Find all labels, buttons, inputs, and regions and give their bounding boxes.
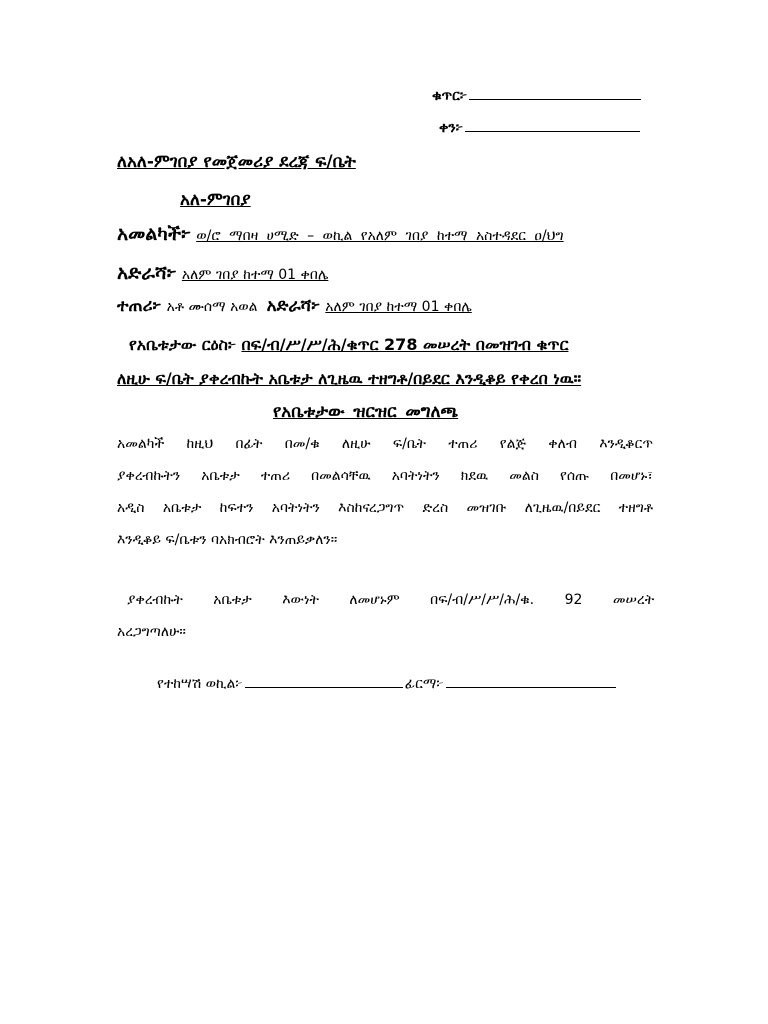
sign-blank — [446, 686, 616, 688]
address-label: አድራሻ፦ — [117, 262, 177, 284]
applicant-value: ወ/ሮ ማበዛ ሀሚድ – ወኪል የአለም ገበያ ከተማ አስተዳደር ዐ/ህግ — [196, 228, 564, 244]
details-p2-text2: አረጋግጣለሁ። — [117, 624, 186, 640]
number-blank — [469, 98, 641, 100]
details-p1-text2: ያቀረብኩትን አቤቱታ ተጠሪ በመልሳቸዉ አባትነትን ክደዉ መልስ የሰጡ በመሆኑ፣ — [117, 468, 653, 484]
court-name: ለአለ-ምገበያ የመጀመሪያ ደረጃ ፍ/ቤት — [117, 152, 356, 172]
respondent-line — [117, 296, 472, 316]
details-p2-text1: ያቀረብኩት አቤቱታ እውነት ለመሆኑም በፍ/ብ/ሥ/ሥ/ሕ/ቁ. 92 መሠረት — [127, 592, 655, 608]
address-line — [117, 262, 328, 285]
applicant-line — [117, 223, 564, 246]
details-p1-text4: እንዲቆይ ፍ/ቤቱን ባአክብሮት እንጠይቃለን። — [117, 532, 338, 548]
subject-text-1: በፍ/ብ/ሥ/ሥ/ሕ/ቁጥር 278 መሠረት በመዝገብ ቁጥር — [241, 335, 569, 354]
respondent-address-value: አለም ገበያ ከተማ 01 ቀበሌ — [325, 299, 472, 315]
applicant-label: አመልካች፦ — [117, 223, 192, 245]
agent-label: የተከሣሽ ወኪል፦ — [157, 676, 243, 692]
subject-line-1 — [129, 335, 568, 354]
date-label: ቀን፦ — [439, 120, 464, 136]
respondent-address-label: አድራሻ፦ — [266, 296, 321, 316]
details-p2-line2 — [117, 624, 653, 641]
number-label: ቁጥር፦ — [432, 88, 468, 104]
details-p1-line3 — [117, 500, 653, 517]
details-p1-text3: አዲስ አቤቱታ ከፍተን አባትነትን እስከናረጋግጥ ድረስ መዝገቡ ለጊዜዉ/በይደር ተዘግቶ — [117, 500, 653, 516]
address-value: አለም ገበያ ከተማ 01 ቀበሌ — [181, 267, 329, 283]
signature-line — [157, 676, 616, 693]
details-p2-line1 — [127, 592, 653, 609]
details-p1-line2 — [117, 468, 653, 485]
date-line — [439, 120, 640, 137]
sign-label: ፊርማ፦ — [404, 676, 444, 692]
date-blank — [465, 130, 640, 132]
subject-text-2: ለዚሁ ፍ/ቤት ያቀረብኩት አቤቱታ ለጊዜዉ ተዘግቶ/በይደር እንዲቆይ የቀረበ ነዉ። — [117, 369, 582, 388]
court-location: አለ-ምገበያ — [180, 190, 251, 210]
details-p1-line4 — [117, 532, 653, 549]
subject-label: የአቤቱታው ርዕስ፦ — [129, 335, 237, 354]
details-heading: የአቤቱታው ዝርዝር መግለጫ — [273, 402, 459, 422]
number-line — [432, 88, 641, 105]
details-p1-line1 — [117, 436, 653, 453]
respondent-value: አቶ ሙሰማ አወል — [166, 299, 258, 315]
agent-blank — [245, 686, 403, 688]
respondent-label: ተጠሪ፦ — [117, 296, 162, 316]
details-p1-text1: አመልካች ከዚህ በፊት በመ/ቁ ለዚሁ ፍ/ቤት ተጠሪ የልጅ ቀለብ እንዲቆርጥ — [117, 436, 653, 452]
